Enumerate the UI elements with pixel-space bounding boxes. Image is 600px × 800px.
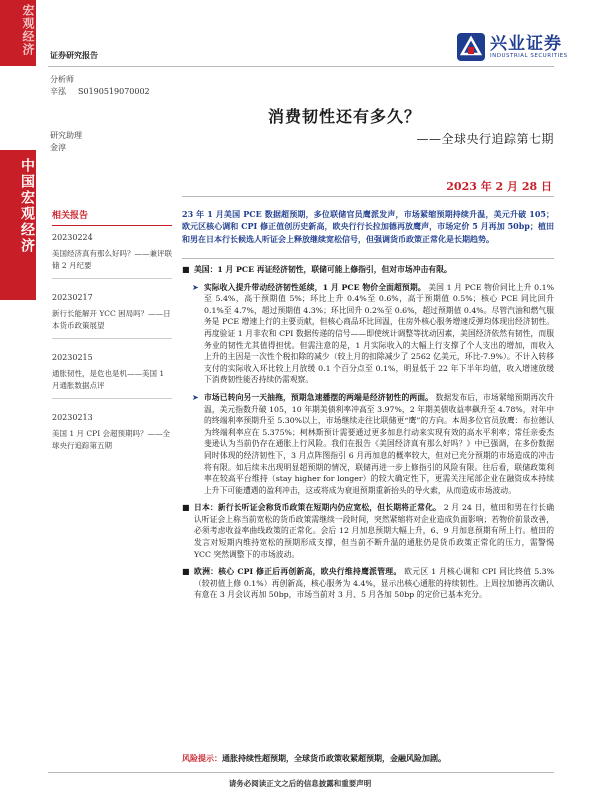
bullet-arrow-icon: ➤ (192, 282, 199, 292)
section-us-market (182, 392, 554, 496)
side-category-label: 宏观经济 (21, 4, 35, 56)
side-series-block (0, 150, 36, 300)
section-text: 欧元区 1 月核心调和 CPI 同比终值 5.3%（较初值上修 0.1%）再创新高，核心服务为 4.4%，显示出核心通胀的持续韧性。上周拉加德再次确认有意在 3 月会议再加 50bp，市场当前对 3 月、5 月各加 50bp 的定价已基本充分。 (194, 567, 554, 600)
bullet-square-icon: ■ (182, 265, 190, 274)
bullet-square-icon: ■ (182, 503, 190, 513)
footer-divider (48, 772, 554, 773)
related-report-item[interactable] (52, 352, 172, 399)
logo-en-text: INDUSTRIAL SECURITIES (490, 53, 568, 59)
bullet-arrow-icon: ➤ (192, 392, 199, 402)
report-type-label: 证券研究报告 (50, 51, 98, 60)
section-text: 数据发布后，市场紧缩预期再次升温，美元指数升破 105，10 年期美债利率冲高至 3.97%，2 年期美债收益率飙升至 4.78%，对年中的终端利率预期升至 5.30%以上，市场继续走往比联储更“鹰”的方向。本周多位官员放鹰：布拉德认为终端利率应在 5.375%；柯林斯预计需要通过更多加息行动来实现有效的高水平利率；常任亲委杰斐逊认为当前仍存在通胀上行风险。我们在报告《美国经济真有那么好吗？》中已强调，在多份数据同时体现的经济韧性下，3 月点阵图指引 6 月再加息的概率较大，但对已充分预期的市场造成的冲击将有限。如后续未出现明显超预期的情况，联储再进一步上修指引的风险有限。往后看，联储政策利率在较高平台维持（stay higher for longer）的较大确定性下，更需关注尾部企业在融资成本持续上升下可能遭遇的盈利冲击，这或将成为衰退预期重新抬头的导火索，从而造成市场波动。 (204, 392, 555, 495)
section-japan (182, 502, 554, 560)
logo-cn-text: 兴业证券 (490, 34, 562, 54)
section-lead: 实际收入提升带动经济韧性延续，1 月 PCE 物价全面超预期。 (204, 282, 426, 292)
section-us-income (182, 282, 554, 386)
analyst-block (50, 74, 150, 154)
report-body (182, 264, 554, 607)
disclaimer-footer: 请务必阅读正文之后的信息披露和重要声明 (228, 779, 372, 788)
section-lead: 日本：新行长听证会称货币政策在短期内仍应宽松，但长期将正常化。 (194, 503, 442, 513)
related-report-title[interactable]: 通胀韧性，是危也是机——美国 1 月通胀数据点评 (52, 369, 165, 390)
logo-mark-icon (456, 32, 486, 62)
related-reports-heading: 相关报告 (52, 208, 172, 226)
bullet-square-icon: ■ (182, 567, 190, 577)
analyst-label: 分析师 (50, 75, 74, 84)
analyst-row (50, 86, 150, 98)
assistant-name: 金淳 (50, 143, 66, 152)
summary-divider (182, 258, 554, 259)
related-report-date: 20230217 (52, 293, 93, 302)
side-strip (0, 0, 36, 800)
related-report-title[interactable]: 美国经济真有那么好吗？——兼评联储 2 月纪要 (52, 249, 172, 270)
section-lead: 欧洲：核心 CPI 修正后再创新高，欧央行维持鹰派管理。 (194, 567, 402, 577)
analyst-name: 辛泓 (50, 87, 66, 96)
risk-label: 风险提示： (182, 753, 222, 763)
logo-wordmark (490, 35, 568, 59)
side-category-block (0, 0, 36, 66)
header-divider (48, 66, 554, 67)
risk-text: 通胀持续性超预期，全球货币政策收紧超预期，金融风险加剧。 (222, 753, 446, 763)
section-text: 美国 1 月 PCE 物价同比上升 0.1%至 5.4%，高于预期值 5%；环比上升 0.4%至 0.6%，高于预期值 0.5%；核心 PCE 同比回升 0.1%至 4.7%，超过预期值 4.3%；环比回升 0.2%至 0.6%，超过预期值 0.4%。尽管汽油和燃气服务是 PCE 增速上行的主要贡献，但核心商品环比回温，住房外核心服务增速反弹均体现出经济韧性。再度验证 1 月非农和 CPI 数据传递的信号——即使统计调整等扰动因素，美国经济依然有韧性，而服务业的韧性尤其值得担忧。但需注意的是，1 月实际收入的大幅上行支撑了个人支出的增加，而收入上升的主因是一次性个税扣除的减少（较上月的扣除减少了 2562 亿美元，环比-7.9%）。不计入转移支付的实际收入环比较上月放缓 0.1 个百分点至 0.1%，明显低于 22 年下半年均值，收入增速放缓下消费韧性能否持续仍需观察。 (204, 282, 554, 385)
related-report-item[interactable] (52, 412, 172, 452)
related-reports (52, 208, 172, 465)
related-report-item[interactable] (52, 232, 172, 279)
analyst-cert: S0190519070002 (78, 87, 150, 96)
report-title: 消费韧性还有多久？ (268, 107, 422, 126)
risk-warning (182, 752, 554, 764)
section-lead: 美国：1 月 PCE 再证经济韧性，联储可能上修指引，但对市场冲击有限。 (194, 265, 452, 274)
company-logo (456, 32, 568, 62)
related-report-title[interactable]: 美国 1 月 CPI 会超预期吗？——全球央行追踪第五期 (52, 429, 171, 450)
report-subtitle: ——全球央行追踪第七期 (416, 132, 554, 146)
related-report-item[interactable] (52, 292, 172, 339)
section-text: 2 月 24 日，植田和男在行长确认听证会上称当前宽松的货币政策需继续一段时间，突然紧缩将对企业造成负面影响；若物价前景改善，必须考虑收益率曲线政策的正常化。会后 12 月加息预期大幅上升，6、9 月加息预期有所上行。植田的发言对短期内维持宽松的预期形成支撑，但当前不断升温的通胀仍是货币政策正常化的压力，需警惕 YCC 突然调整下的市场波动。 (194, 503, 554, 559)
section-europe (182, 566, 554, 601)
assistant-label: 研究助理 (50, 131, 82, 140)
report-date: 2023 年 2 月 28 日 (446, 180, 552, 193)
section-lead: 市场已转向另一天抽拖，预期急速播摆的两端是经济韧性的两面。 (204, 392, 434, 402)
related-report-date: 20230213 (52, 413, 93, 422)
related-report-date: 20230215 (52, 353, 93, 362)
related-report-title[interactable]: 新行长能解开 YCC 困局吗？——日本货币政策展望 (52, 309, 171, 330)
related-report-date: 20230224 (52, 233, 93, 242)
date-divider (182, 196, 554, 197)
section-us-heading (182, 264, 554, 276)
summary-paragraph: 23 年 1 月美国 PCE 数据超预期，多位联储官员鹰派发声，市场紧缩预期持续升温，美元升破 105；欧元区核心调和 CPI 修正值创历史新高，欧央行行长拉加德再放鹰声，市场定价 5 月再加 50bp；植田和男在日本行长候选人听证会上释放继续宽松信号，但强调货币政策正常化是长期趋势。 (182, 209, 554, 244)
side-series-label: 中国宏观经济 (19, 158, 35, 254)
